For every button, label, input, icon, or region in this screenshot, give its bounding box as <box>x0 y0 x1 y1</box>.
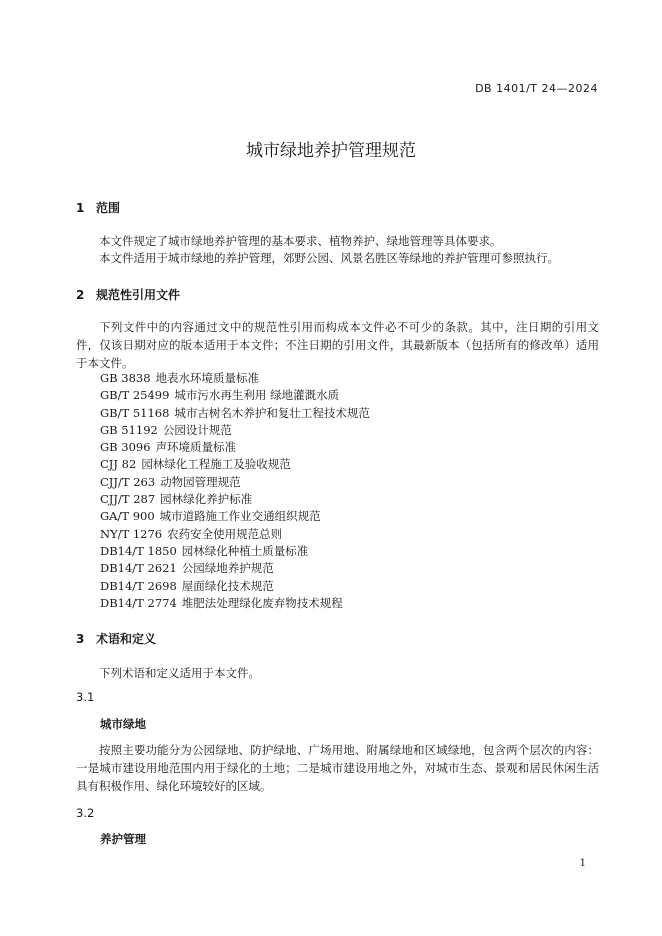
clause-number: 3.2 <box>76 806 95 820</box>
reference-code: GB 3096 <box>100 440 151 455</box>
reference-code: GB/T 25499 <box>100 388 170 403</box>
reference-title: 城市古树名木养护和复壮工程技术规范 <box>174 405 370 420</box>
references-intro: 下列文件中的内容通过文中的规范性引用而构成本文件必不可少的条款。其中，注日期的引用文件，仅该日期对应的版本适用于本文件；不注日期的引用文件，其最新版本（包括所有的修改单）适用于本文件。 <box>76 320 599 370</box>
reference-title: 园林绿化养护标准 <box>160 492 253 507</box>
list-item <box>100 439 370 456</box>
scope-paragraph-2: 本文件适用于城市绿地的养护管理，郊野公园、风景名胜区等绿地的养护管理可参照执行。 <box>99 251 559 265</box>
reference-list <box>100 370 370 612</box>
terms-intro: 下列术语和定义适用于本文件。 <box>99 666 260 680</box>
term-heading: 城市绿地 <box>100 717 146 731</box>
section-3-heading <box>76 630 156 647</box>
reference-title: 园林绿化工程施工及验收规范 <box>141 457 291 472</box>
reference-code: DB14/T 2774 <box>100 595 177 610</box>
clause-number: 3.1 <box>76 690 95 704</box>
term-heading: 养护管理 <box>100 832 146 846</box>
section-title: 术语和定义 <box>96 632 157 646</box>
list-item <box>100 508 370 525</box>
reference-title: 屋面绿化技术规范 <box>181 578 274 593</box>
page-number: 1 <box>579 858 586 869</box>
section-title: 范围 <box>96 201 121 215</box>
reference-code: GB 3838 <box>100 371 151 385</box>
scope-paragraph-1: 本文件规定了城市绿地养护管理的基本要求、植物养护、绿地管理等具体要求。 <box>99 234 502 248</box>
reference-title: 公园绿地养护规范 <box>181 561 274 576</box>
list-item <box>100 560 370 577</box>
reference-code: GB/T 51168 <box>100 405 170 420</box>
reference-title: 农药安全使用规范总则 <box>167 526 283 541</box>
reference-code: GA/T 900 <box>100 509 155 524</box>
reference-code: NY/T 1276 <box>100 526 163 541</box>
reference-title: 公园设计规范 <box>162 422 232 437</box>
reference-title: 声环境质量标准 <box>155 440 237 455</box>
reference-code: DB14/T 2621 <box>100 561 177 576</box>
list-item <box>100 456 370 473</box>
section-number: 2 <box>76 288 85 302</box>
section-number: 3 <box>76 632 85 646</box>
reference-title: 城市道路施工作业交通组织规范 <box>159 509 321 524</box>
list-item <box>100 474 370 491</box>
reference-code: CJJ/T 287 <box>100 492 156 507</box>
reference-code: GB 51192 <box>100 422 158 437</box>
reference-code: DB14/T 2698 <box>100 578 177 593</box>
reference-code: CJJ/T 263 <box>100 474 156 489</box>
list-item <box>100 491 370 508</box>
reference-code: DB14/T 1850 <box>100 543 177 558</box>
reference-title: 动物园管理规范 <box>160 474 241 489</box>
list-item <box>100 578 370 595</box>
list-item <box>100 422 370 439</box>
list-item <box>100 387 370 404</box>
list-item <box>100 526 370 543</box>
list-item <box>100 370 370 387</box>
list-item <box>100 405 370 422</box>
standard-number: DB 1401/T 24—2024 <box>475 82 598 95</box>
section-number: 1 <box>76 201 85 215</box>
reference-title: 园林绿化种植土质量标准 <box>181 543 309 558</box>
section-2-heading <box>76 286 180 303</box>
reference-title: 堆肥法处理绿化废弃物技术规程 <box>181 595 343 610</box>
list-item <box>100 543 370 560</box>
document-title: 城市绿地养护管理规范 <box>246 141 416 161</box>
list-item <box>100 595 370 612</box>
term-definition: 按照主要功能分为公园绿地、防护绿地、广场用地、附属绿地和区域绿地，包含两个层次的内容：一是城市建设用地范围内用于绿化的土地；二是城市建设用地之外，对城市生态、景观和居民休闲生活具有积极作用、绿化环境较好的区域。 <box>76 743 599 793</box>
reference-title: 地表水环境质量标准 <box>155 371 260 385</box>
section-1-heading <box>76 199 120 216</box>
section-title: 规范性引用文件 <box>96 288 181 302</box>
reference-code: CJJ 82 <box>100 457 137 472</box>
reference-title: 城市污水再生利用 绿地灌溉水质 <box>174 388 340 403</box>
